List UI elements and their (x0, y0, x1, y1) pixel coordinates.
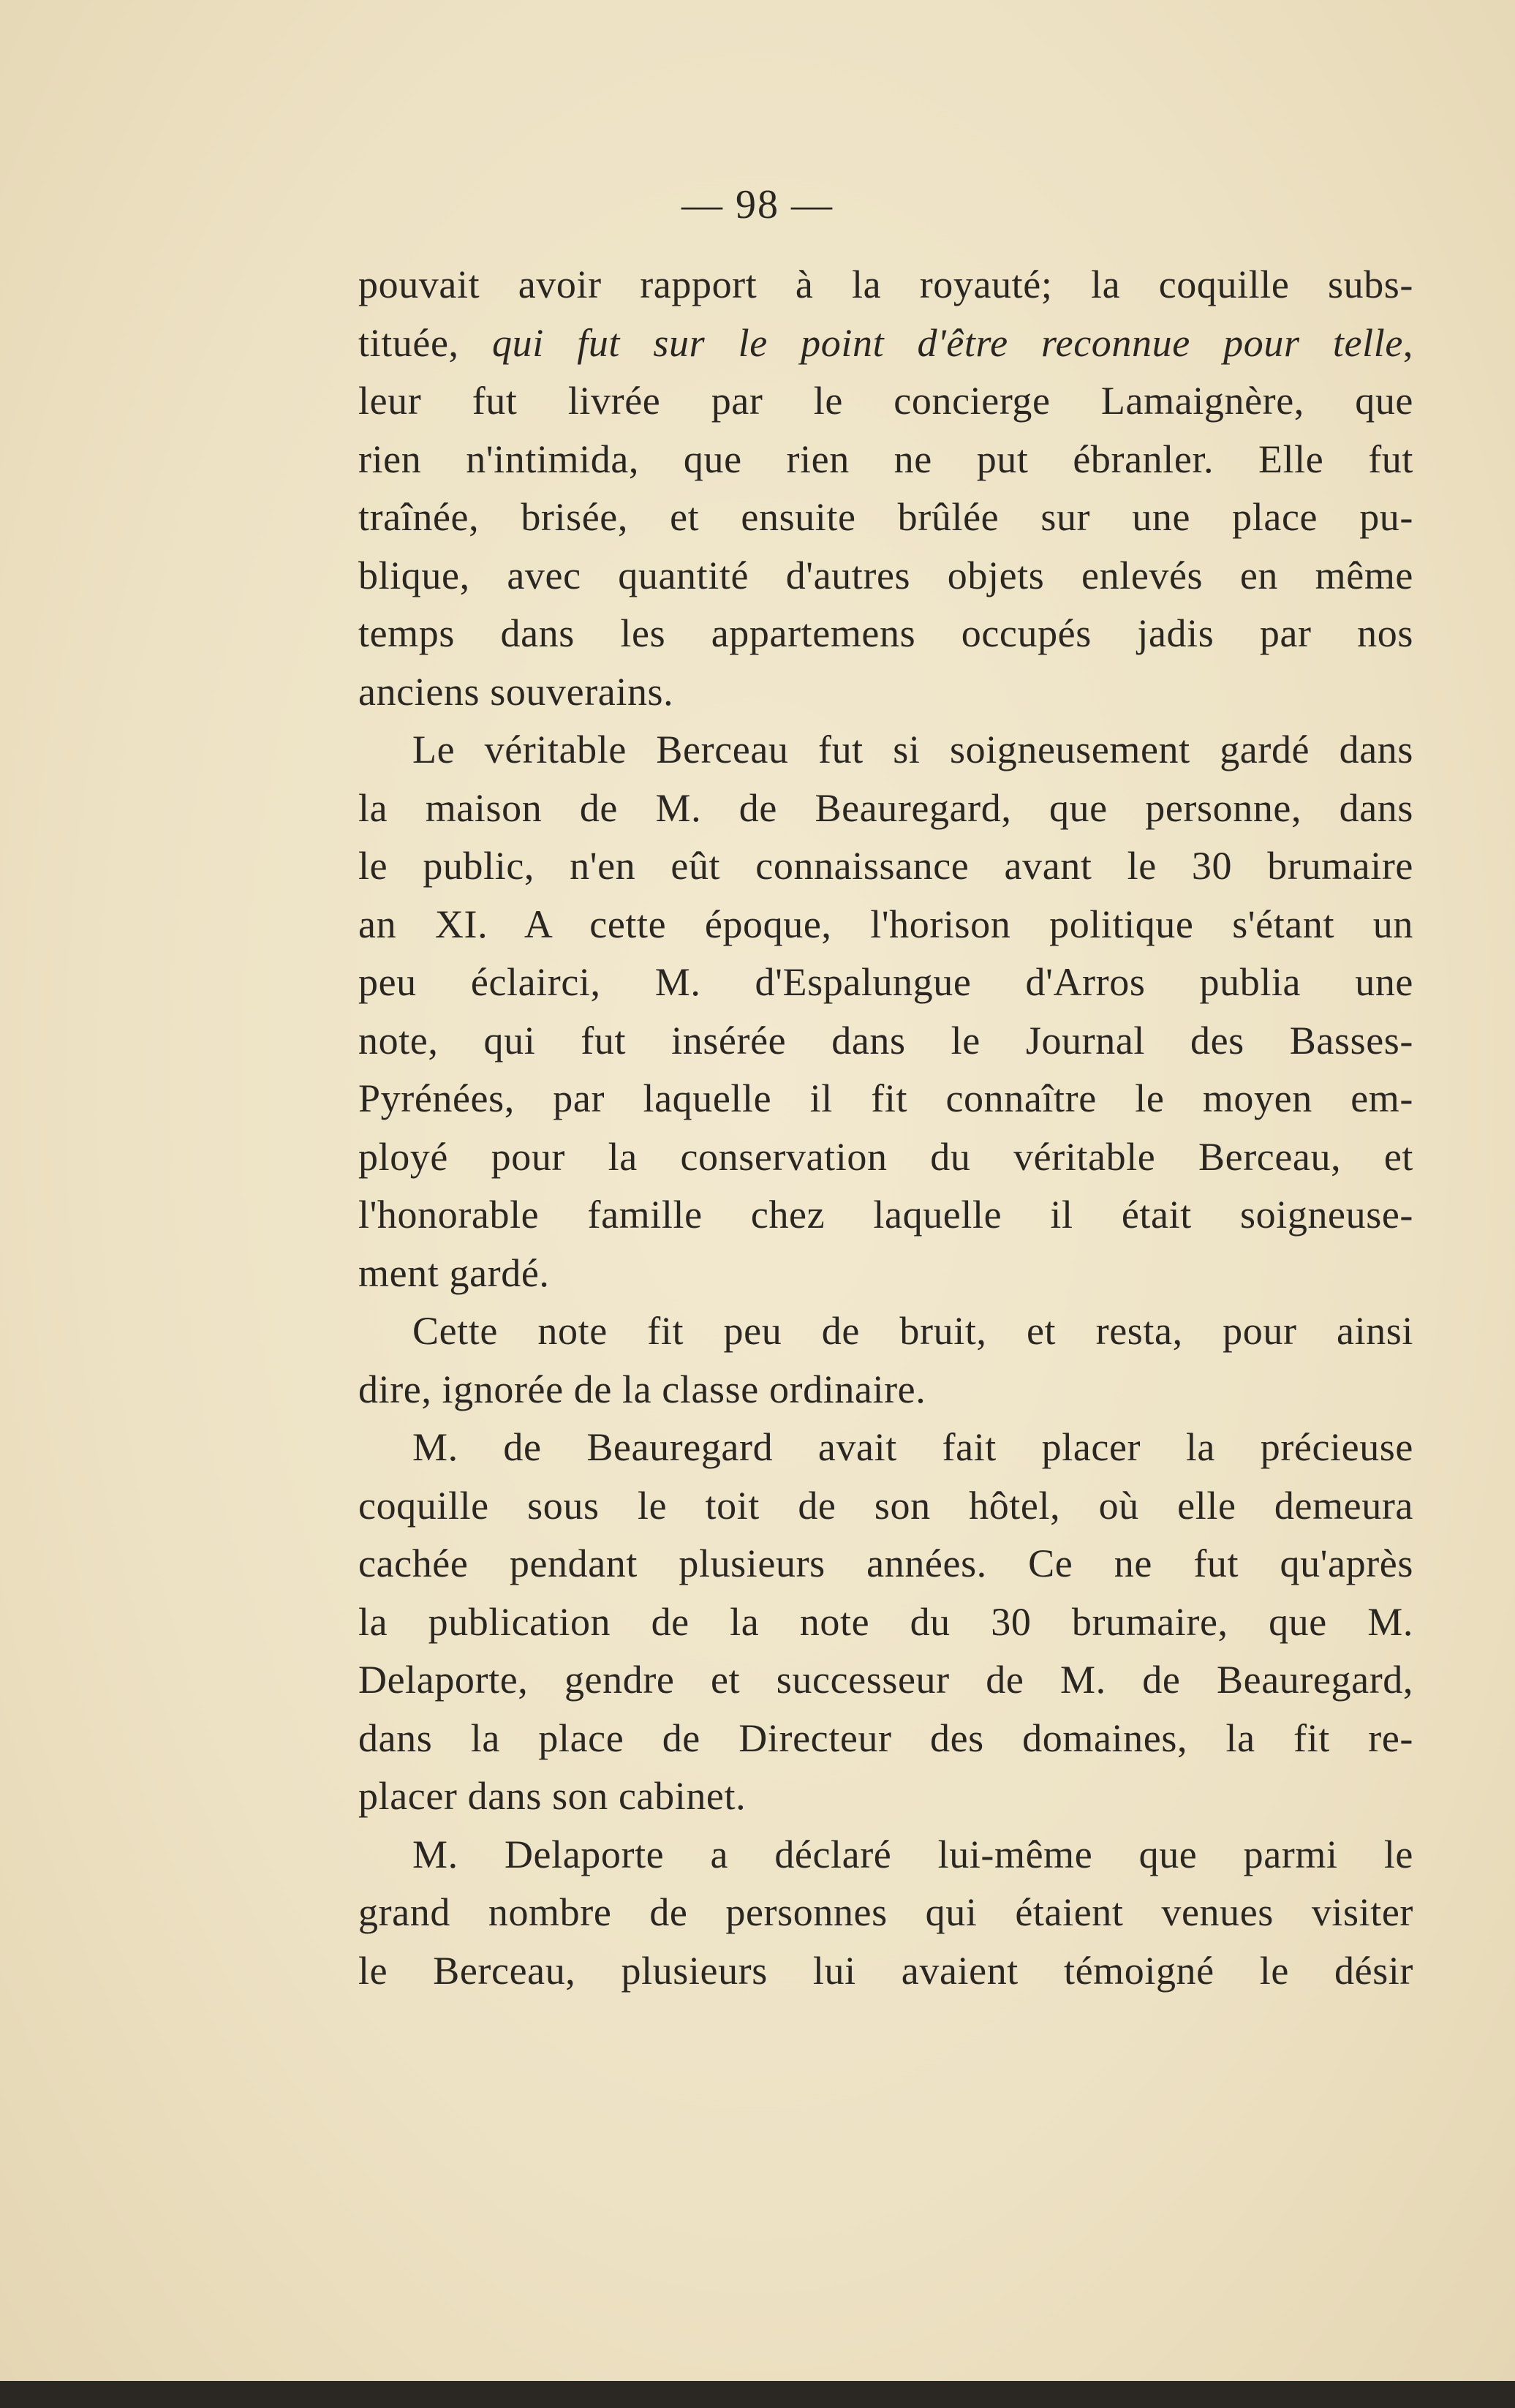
text-line: Le véritable Berceau fut si soigneusement gardé dans (412, 728, 1413, 771)
text-line: M. Delaporte a déclaré lui-même que parmi le (412, 1832, 1413, 1876)
text-line: Pyrénées, par laquelle il fit connaître le moyen em- (358, 1076, 1413, 1120)
text-line: grand nombre de personnes qui étaient venues visiter (358, 1890, 1413, 1934)
text-line: la publication de la note du 30 brumaire, que M. (358, 1599, 1413, 1644)
text-line: l'honorable famille chez laquelle il était soigneuse- (358, 1193, 1413, 1237)
text-line: note, qui fut insérée dans le Journal des Basses- (358, 1018, 1413, 1063)
text-line: leur fut livrée par le concierge Lamaignère, que (358, 379, 1413, 423)
text-line: dire, ignorée de la classe ordinaire. (358, 1367, 926, 1411)
text-line: pouvait avoir rapport à la royauté; la coquille subs- (358, 263, 1413, 306)
text-line (358, 314, 1413, 373)
text-line: peu éclairci, M. d'Espalungue d'Arros publia une (358, 960, 1413, 1004)
text-line: anciens souverains. (358, 669, 674, 714)
italic-phrase: qui fut sur le point d'être reconnue pour telle (492, 320, 1403, 365)
scan-edge (0, 2381, 1515, 2408)
text-line: cachée pendant plusieurs années. Ce ne fut qu'après (358, 1541, 1413, 1585)
text-segment: , (1402, 320, 1413, 365)
text-line: Delaporte, gendre et successeur de M. de Beauregard, (358, 1658, 1413, 1702)
text-line: dans la place de Directeur des domaines, la fit re- (358, 1716, 1413, 1760)
text-segment: tituée, (358, 320, 493, 365)
text-line: traînée, brisée, et ensuite brûlée sur une place pu- (358, 495, 1413, 539)
text-line: blique, avec quantité d'autres objets enlevés en même (358, 553, 1413, 597)
text-line: la maison de M. de Beauregard, que personne, dans (358, 785, 1413, 830)
text-line: coquille sous le toit de son hôtel, où elle demeura (358, 1483, 1413, 1528)
text-line: le public, n'en eût connaissance avant le 30 brumaire (358, 844, 1413, 888)
page-number: — 98 — (681, 182, 834, 227)
text-line: ment gardé. (358, 1250, 550, 1295)
text-line: ployé pour la conservation du véritable Berceau, et (358, 1134, 1413, 1179)
text-line: temps dans les appartemens occupés jadis par nos (358, 611, 1413, 655)
text-line: M. de Beauregard avait fait placer la précieuse (412, 1425, 1413, 1469)
text-line: Cette note fit peu de bruit, et resta, pour ainsi (412, 1309, 1413, 1353)
text-line: placer dans son cabinet. (358, 1774, 747, 1818)
text-line: an XI. A cette époque, l'horison politique s'étant un (358, 902, 1413, 946)
body-text (358, 256, 1413, 2000)
text-line: rien n'intimida, que rien ne put ébranler. Elle fut (358, 437, 1413, 481)
text-line: le Berceau, plusieurs lui avaient témoigné le désir (358, 1948, 1413, 1993)
